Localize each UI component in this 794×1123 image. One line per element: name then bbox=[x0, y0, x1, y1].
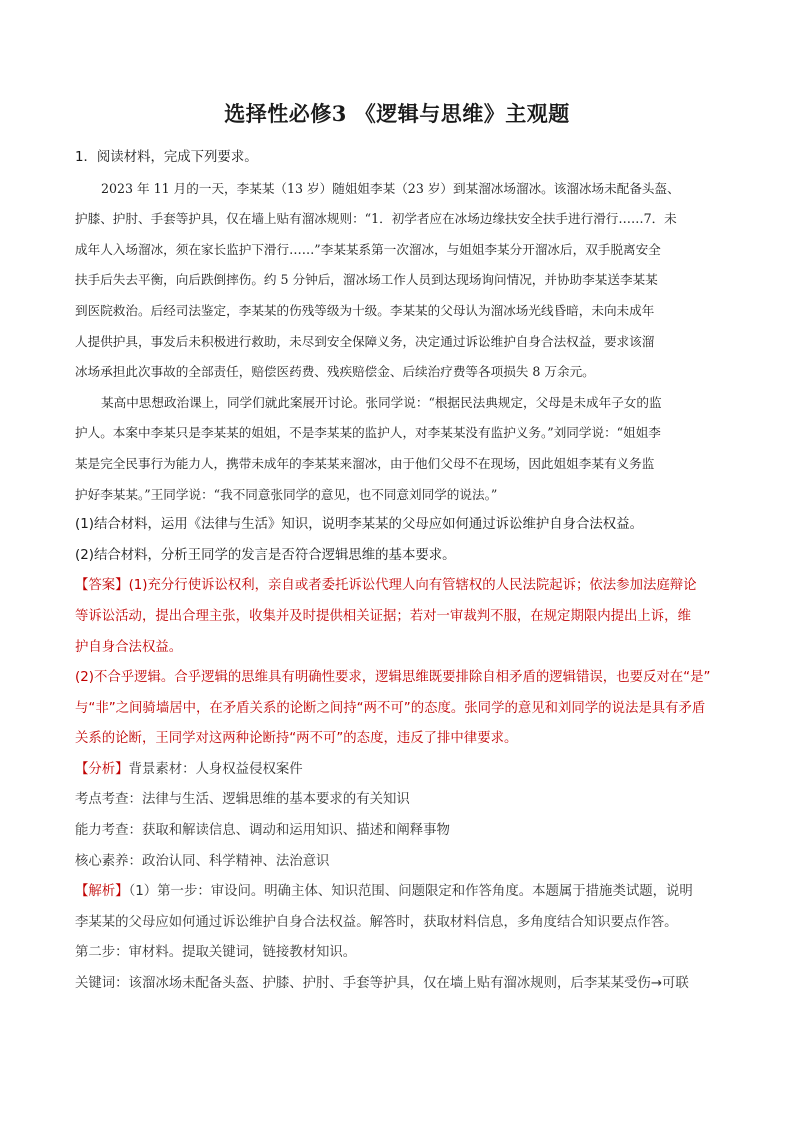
sub-question-2: (2)结合材料，分析王同学的发言是否符合逻辑思维的基本要求。 bbox=[75, 547, 456, 563]
material-paragraph-2 bbox=[75, 388, 723, 510]
question-prompt: 1．阅读材料，完成下列要求。 bbox=[75, 150, 258, 165]
material-line: 某高中思想政治课上，同学们就此案展开讨论。张同学说：“根据民法典规定，父母是未成年子女的监 bbox=[101, 394, 662, 410]
answer-line: 与“非”之间骑墙居中，在矛盾关系的论断之间持“两不可”的态度。张同学的意见和刘同学的说法是具有矛盾 bbox=[75, 700, 706, 716]
analysis-line bbox=[75, 755, 723, 786]
explanation-line bbox=[75, 877, 723, 908]
explanation-tag: 【解析】 bbox=[75, 884, 129, 900]
explanation-line: 李某某的父母应如何通过诉讼维护自身合法权益。解答时，获取材料信息，多角度结合知识要点作答。 bbox=[75, 914, 678, 930]
material-line: 扶手后失去平衡，向后跌倒摔伤。约 5 分钟后，溜冰场工作人员到达现场询问情况，并协助李某送李某某 bbox=[75, 272, 658, 288]
explanation-step2: 第二步：审材料。提取关键词，链接教材知识。 bbox=[75, 945, 357, 961]
sub-question-1: (1)结合材料，运用《法律与生活》知识，说明李某某的父母应如何通过诉讼维护自身合法权益。 bbox=[75, 517, 643, 533]
material-line: 2023 年 11 月的一天，李某某（13 岁）随姐姐李某（23 岁）到某溜冰场溜冰。该溜冰场未配备头盔、 bbox=[101, 180, 680, 196]
answer-tag: 【答案】 bbox=[75, 578, 129, 594]
answer-section bbox=[75, 571, 723, 755]
material-line: 到医院救治。后经司法鉴定，李某某的伤残等级为十级。李某某的父母认为溜冰场光线昏暗，未向未成年 bbox=[75, 302, 655, 318]
material-line: 护人。本案中李某只是李某某的姐姐，不是李某某的监护人，对李某某没有监护义务。”刘同学说：“姐姐李 bbox=[75, 425, 661, 441]
answer-line bbox=[75, 571, 723, 602]
material-paragraph-1 bbox=[75, 174, 723, 388]
analysis-literacy: 核心素养：政治认同、科学精神、法治意识 bbox=[75, 853, 330, 869]
question-content bbox=[75, 143, 723, 1000]
analysis-points: 考点考查：法律与生活、逻辑思维的基本要求的有关知识 bbox=[75, 792, 410, 808]
material-line: 某是完全民事行为能力人，携带未成年的李某某来溜冰，由于他们父母不在现场，因此姐姐李某有义务监 bbox=[75, 455, 655, 471]
analysis-background: 背景素材：人身权益侵权案件 bbox=[128, 761, 303, 777]
answer-line: 等诉讼活动，提出合理主张，收集并及时提供相关证据；若对一审裁判不服，在规定期限内提出上诉，维 bbox=[75, 608, 691, 624]
page-title: 选择性必修3 《逻辑与思维》主观题 bbox=[224, 101, 570, 126]
explanation-step1: （1）第一步：审设问。明确主体、知识范围、问题限定和作答角度。本题属于措施类试题，说明 bbox=[128, 884, 693, 900]
material-line: 成年人入场溜冰，须在家长监护下滑行……”李某某系第一次溜冰，与姐姐李某分开溜冰后，双手脱离安全 bbox=[75, 241, 661, 257]
answer-line: 关系的论断，王同学对这两种论断持“两不可”的态度，违反了排中律要求。 bbox=[75, 731, 518, 747]
analysis-ability: 能力考查：获取和解读信息、调动和运用知识、描述和阐释事物 bbox=[75, 823, 450, 839]
answer-line: 护自身合法权益。 bbox=[75, 639, 183, 655]
material-line: 护好李某某。”王同学说：“我不同意张同学的意见，也不同意刘同学的说法。” bbox=[75, 486, 498, 502]
answer-line: (2)不合乎逻辑。合乎逻辑的思维具有明确性要求，逻辑思维既要排除自相矛盾的逻辑错误，也要反对在“是” bbox=[75, 670, 711, 686]
explanation-section bbox=[75, 877, 723, 999]
material-line: 人提供护具，事发后未积极进行救助，未尽到安全保障义务，决定通过诉讼维护自身合法权益，要求该溜 bbox=[75, 333, 655, 349]
answer-1-text: (1)充分行使诉讼权利，亲自或者委托诉讼代理人向有管辖权的人民法院起诉；依法参加法庭辩论 bbox=[128, 578, 697, 594]
analysis-section bbox=[75, 755, 723, 877]
material-line: 冰场承担此次事故的全部责任，赔偿医药费、残疾赔偿金、后续治疗费等各项损失 8 万余元。 bbox=[75, 364, 595, 380]
material-line: 护膝、护肘、手套等护具，仅在墙上贴有溜冰规则：“1．初学者应在冰场边缘扶安全扶手进行滑行……7．未 bbox=[75, 211, 677, 227]
explanation-keywords: 关键词：该溜冰场未配备头盔、护膝、护肘、手套等护具，仅在墙上贴有溜冰规则，后李某某受伤→可联 bbox=[75, 976, 689, 992]
analysis-tag: 【分析】 bbox=[75, 761, 129, 777]
